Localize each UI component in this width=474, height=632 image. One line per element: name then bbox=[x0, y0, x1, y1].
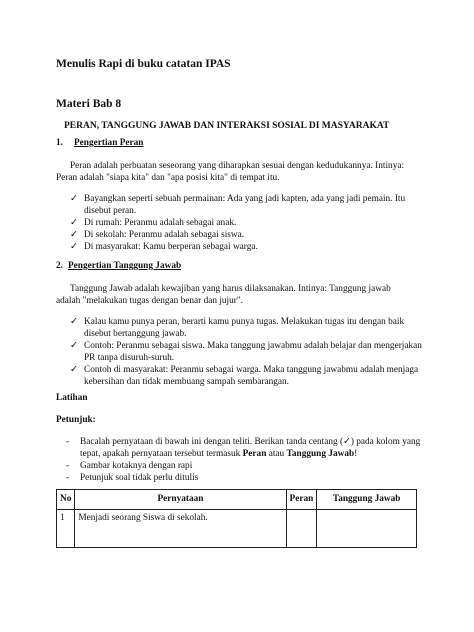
checkmark-icon: ✓ bbox=[70, 365, 78, 376]
list-item: - Gambar kotaknya dengan rapi bbox=[66, 461, 193, 472]
list-item: - Bacalah pernyataan di bawah ini dengan teliti. Berikan tanda centang (✓) pada kolom yang tepat, apakah pernyataan tersebut termasuk Peran atau Tanggung Jawab! bbox=[66, 437, 421, 460]
exercise-table bbox=[56, 489, 417, 548]
checkmark-icon: ✓ bbox=[70, 317, 78, 327]
header-no: No bbox=[57, 490, 75, 510]
list-item: ✓ Contoh: Peranmu sebagai siswa. Maka tanggung jawabmu adalah belajar dan mengerjakan PR tanpa disuruh-suruh. bbox=[70, 341, 422, 364]
section1-paragraph-line1: Peran adalah perbuatan seseorang yang diharapkan sesuai dengan kedudukannya. Intinya: bbox=[70, 161, 405, 171]
cell-tanggung-jawab[interactable] bbox=[317, 510, 417, 548]
section2-paragraph-line1: Tanggung Jawab adalah kewajiban yang harus dilaksanakan. Intinya: Tanggung jawab bbox=[70, 284, 391, 294]
materi-heading: Materi Bab 8 bbox=[56, 98, 122, 110]
checkmark-icon: ✓ bbox=[70, 194, 78, 204]
list-item: ✓ Contoh di masyarakat: Peranmu sebagai warga. Maka tanggung jawabmu adalah menjaga kebersihan dan tidak membuang sampah sembarangan. bbox=[70, 365, 419, 388]
checkmark-icon: ✓ bbox=[70, 230, 78, 241]
cell-peran[interactable] bbox=[286, 510, 317, 548]
section1-paragraph-line2: Peran adalah "siapa kita" dan "apa posisi kita" di tempat itu. bbox=[56, 173, 280, 183]
checkmark-icon: ✓ bbox=[70, 341, 78, 352]
list-item: ✓ Bayangkan seperti sebuah permainan: Ada yang jadi kapten, ada yang jadi pemain. Itu disebut peran. bbox=[70, 194, 406, 217]
cell-statement: Menjadi seorang Siswa di sekolah. bbox=[75, 510, 286, 548]
list-item: ✓ Di masyarakat: Kamu berperan sebagai warga. bbox=[70, 242, 258, 253]
topic-heading: PERAN, TANGGUNG JAWAB DAN INTERAKSI SOSIAL DI MASYARAKAT bbox=[64, 121, 390, 131]
header-pernyataan: Pernyataan bbox=[75, 490, 286, 510]
list-item: - Petunjuk soal tidak perlu ditulis bbox=[66, 473, 199, 484]
cell-no: 1 bbox=[57, 510, 75, 548]
dash-icon: - bbox=[66, 437, 70, 447]
section2-paragraph-line2: adalah "melakukan tugas dengan benar dan jujur". bbox=[56, 296, 244, 306]
list-item: ✓ Kalau kamu punya peran, berarti kamu punya tugas. Melakukan tugas itu dengan baik disebut bertanggung jawab. bbox=[70, 317, 405, 340]
section1-number: 1. bbox=[56, 138, 63, 148]
document-title: Menulis Rapi di buku catatan IPAS bbox=[56, 58, 231, 70]
header-tanggung-jawab: Tanggung Jawab bbox=[317, 490, 417, 510]
header-peran: Peran bbox=[286, 490, 317, 510]
checkmark-icon: ✓ bbox=[70, 242, 78, 253]
section2-list bbox=[70, 316, 430, 388]
table-header-row bbox=[57, 490, 417, 510]
list-item: ✓ Di sekolah: Peranmu adalah sebagai siswa. bbox=[70, 230, 245, 241]
section1-heading: Pengertian Peran bbox=[74, 138, 144, 148]
petunjuk-heading: Petunjuk: bbox=[56, 415, 96, 425]
dash-icon: - bbox=[66, 461, 70, 472]
dash-icon: - bbox=[66, 473, 70, 484]
section2-number: 2. bbox=[56, 261, 63, 271]
list-item: ✓ Di rumah: Peranmu adalah sebagai anak. bbox=[70, 218, 237, 229]
section1-list bbox=[70, 193, 430, 253]
checkmark-icon: ✓ bbox=[70, 218, 78, 229]
section2-heading: Pengertian Tanggung Jawab bbox=[68, 261, 182, 271]
table-row bbox=[57, 510, 417, 548]
latihan-heading: Latihan bbox=[56, 393, 88, 403]
instruction-list bbox=[66, 436, 438, 484]
